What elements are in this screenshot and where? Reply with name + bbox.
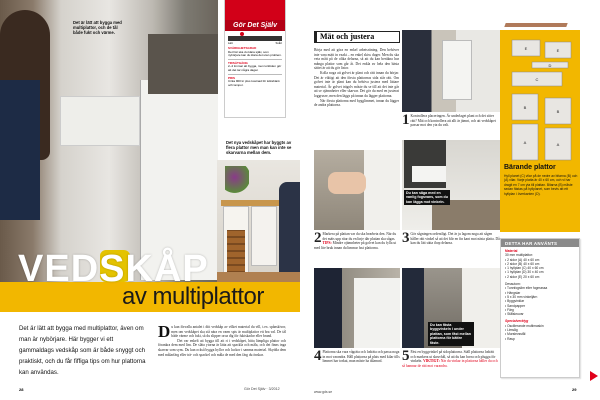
step1-photo — [402, 30, 500, 112]
body-paragraph-2: Det var enkelt att bygga till att ri i vedskåpet, hitta lämpliga plattor och förankra dem med lim. De släta ytorna är lätta att spackla och måla, och det finns inga skarvar som syns. Du kan också bygga hyllor och luckor i samma material. Skydda dem med målarfärg eller trä- och spackel och måla de med den färg du önskar. — [158, 338, 286, 357]
badge-s3-title: PRIS — [228, 75, 236, 80]
materials-panel — [500, 238, 580, 378]
other-item: • Hängslar — [505, 290, 521, 295]
difficulty-marker — [240, 32, 244, 36]
badge-s2-title: TIDSÅTGÅNG — [228, 60, 248, 65]
footer-magazine: Gör Det Själv — [244, 387, 266, 391]
step-3 — [402, 232, 500, 246]
page-number-right: 29 — [572, 387, 577, 392]
material-intro: 30 mm multiplattor: — [505, 253, 534, 258]
step2-tip-label: TIPS: — [322, 241, 332, 246]
difficulty-scale — [228, 36, 282, 41]
label-c: C — [535, 77, 539, 82]
step3-number: 3 — [402, 230, 410, 246]
box-text: Hyll planet (C) vilar på de nedre av bitarna (B) och (A) vilar. Varje platta är 40 x 60 cm, och vi har dragit en 7 cm yta till plattan. Bitarna (B) måste sedan fästas på hyllplanet, som bevis att ett hyllplan i överkanten (D). — [504, 174, 578, 196]
badge-s1-text: Det här ska du klara själv, som nybörjare kan du klara det utan problem. — [228, 51, 282, 60]
website: www.gds.se — [314, 390, 333, 394]
step5-important: När du vinkar in plattorna håller du och så hamnar de rätt mot varandra. — [402, 359, 498, 368]
step2-tip: Mindre ojämnheter på golvet kan du fylla ut med lite bruk innan du limmar fast plattorna. — [314, 241, 397, 250]
next-page-arrow-icon — [590, 371, 598, 381]
photo-caption-mid: Det nya vedskåpet har byggts av flera plattor men man kan inte se skarvarna mellan dem. — [226, 140, 292, 155]
step5-text: Fäst en byggvinkel på sidoplattorna. Ställ plattorna lodrätt och markera ut skruvhål, så att du kan borra och plugga för vinkeln. — [410, 350, 496, 364]
other-item: • Byggvinklar — [505, 299, 525, 304]
photo-caption-top: Det är lätt att bygga med multiplattor, och de tål både fukt och värme. — [73, 20, 122, 35]
step3-photo — [402, 140, 500, 230]
tool-item: • Murslevsstål — [505, 332, 526, 337]
label-b1: B — [523, 105, 527, 110]
label-e2: E — [556, 48, 560, 53]
footer-issue: 3/2012 — [268, 387, 280, 391]
section-title: Mät och justera — [314, 31, 400, 43]
step2-number: 2 — [314, 230, 322, 246]
other-item: • Stålskruvar — [505, 312, 524, 317]
article-subtitle: av multiplattor — [122, 283, 264, 310]
step5-number: 5 — [402, 348, 410, 364]
step3-overlay-caption: Du kan såga med en vanlig fogsvans, som du kan lägga mot vinkeln. — [404, 190, 450, 205]
badge-s2-text: 2–4 timmar att bygga, men torktiden gör att det tar några dagar. — [228, 65, 282, 74]
section-paragraph-3: När första plattorna med bygglimmet, innan du lägger de andra plattorna. — [314, 98, 399, 108]
materials-header: DETTA HAR ANVÄNTS — [501, 239, 579, 247]
intro-text: Det är lätt att bygga med multiplattor, även om man är nybörjare. Här bygger vi ett gammaldags vedskåp som är både snyggt och praktiskt, och du får fiffiga tips om hur plattorna kan användas. — [19, 325, 146, 376]
step4-photo — [314, 268, 400, 348]
step1-number: 1 — [402, 112, 410, 128]
label-e1: E — [524, 46, 528, 51]
material-item: • 1 hyllplan (C) 40 x 60 cm — [505, 266, 544, 271]
material-item: • 2 sidor (A) 40 x 60 cm — [505, 257, 540, 262]
section-paragraph-1: Börja med att göra en enkel arbetsritning. Den behöver inte vara mätt in exakt – en enkel skiss duger. Men du ska veta mått på de olika delarna, så att du kan beräkna hur många plattor som går åt. Det enkla av hela den bästa sättet är att du gör listor. — [314, 48, 399, 71]
other-item: • Tunnfogslim eller fogmassa — [505, 286, 548, 291]
step2-text: Markera på plattan var du ska bearbeta den. När du det mäts upp ritar du en linje där plattan ska sågas. — [322, 232, 397, 241]
scale-left: Lätt — [228, 41, 233, 45]
page-number-left: 28 — [19, 387, 24, 392]
plates-diagram — [500, 32, 580, 162]
badge-title: Gör Det Själv — [225, 20, 285, 31]
section-paragraph-2: Kolla noga att golvet är plant och rätt innan du börjar. Det är viktigt att den första plattornas sida står rätt. Om golvet inte är plant kan du behöva justera med lättare material. Är golvet trägolv måste du se till att det inte går att se ojämnheter eller skarvar. Det gör du med en justerat loggrusre, men den läggs på innan du lägger plattorna. — [314, 70, 399, 98]
label-a1: A — [523, 140, 527, 145]
step4-text: Plattorna ska vara vågräta och lodräta och passa noga in mot varandra. Håll plattorna på plats med kilar tills limmet har torkat, man måste ha tålamod. — [322, 350, 400, 364]
material-item: • 2 sidor (B) 40 x 60 cm — [505, 261, 540, 266]
other-item: • 5 x 30 mm vinkeljärn — [505, 294, 538, 299]
tool-item: • Rasp — [505, 336, 515, 341]
label-d: D — [548, 63, 552, 68]
step1-text: Kontrollera placeringen. Är underlaget plant och det sitter rätt? Mät och kontrollera att allt är jämnt, och att vedskåpet passar mot den yta du valt. — [410, 114, 496, 128]
step4-number: 4 — [314, 348, 322, 364]
article-title: VEDSKÅP — [18, 248, 209, 290]
finished-cabinet-photo — [217, 160, 300, 282]
material-item: • 1 hyllplan (D) 30 x 40 cm — [505, 270, 544, 275]
step-1 — [402, 114, 500, 128]
step5-important-label: VIKTIGT: — [423, 359, 440, 364]
dropcap: D — [158, 322, 171, 341]
material-title: Material — [505, 249, 518, 253]
box-title: Bärande plattor — [504, 164, 556, 171]
label-a2: A — [556, 142, 560, 147]
badge-s3-text: Cirka 900 kr plus kostnad för köksbänk och lampor. — [228, 79, 280, 87]
tools-title: Specialverktyg — [505, 319, 529, 324]
step3-text: Gör sågningen ordentligt. Det är ju lagom noga att sågen håller rätt vinkel så att det blir en fin kant mot nästa platta. Då kan du lätt sätta ihop delarna. — [410, 232, 500, 246]
section-body — [314, 48, 399, 108]
step-2 — [314, 232, 400, 250]
hero-photo — [0, 0, 218, 282]
other-item: • Färg — [505, 307, 514, 312]
label-b2: B — [556, 109, 560, 114]
material-item: • 2 sidor (E) 20 x 60 cm — [505, 274, 540, 279]
step5-overlay-caption: Du kan fästa byggvinkeln i under plattan, som fäst mellan plattorna för bättre fäste. — [428, 322, 474, 346]
body-text — [158, 322, 286, 357]
step-5 — [402, 350, 500, 368]
footer-left: Gör Det Själv · 3/2012 — [244, 387, 280, 391]
other-title: Dessutom: — [505, 282, 521, 287]
badge-s1-title: SVÅRIGHETSGRAD — [228, 46, 257, 50]
scale-right: Svårt — [275, 41, 282, 45]
right-page — [300, 0, 600, 400]
bearing-plates-box — [500, 30, 580, 232]
other-item: • Sandpapper — [505, 303, 526, 308]
gor-det-sjalv-badge — [224, 0, 286, 118]
top-board — [504, 23, 567, 27]
body-paragraph-1: u kan förvalla antalet i ditt vedskåp av vilket material du vill, t.ex. spånskivor, men om vedskåpet ska stå nära en varm spis är multiplattor ett bra val. De tål både värme och fukt, så du slipper oroa dig för fuktskador eller brand. — [171, 325, 286, 339]
step2-photo — [314, 150, 400, 230]
tool-item: • Limsåg — [505, 328, 518, 333]
step-4 — [314, 350, 400, 364]
tool-item: • Oscillerande multimaskin — [505, 323, 544, 328]
